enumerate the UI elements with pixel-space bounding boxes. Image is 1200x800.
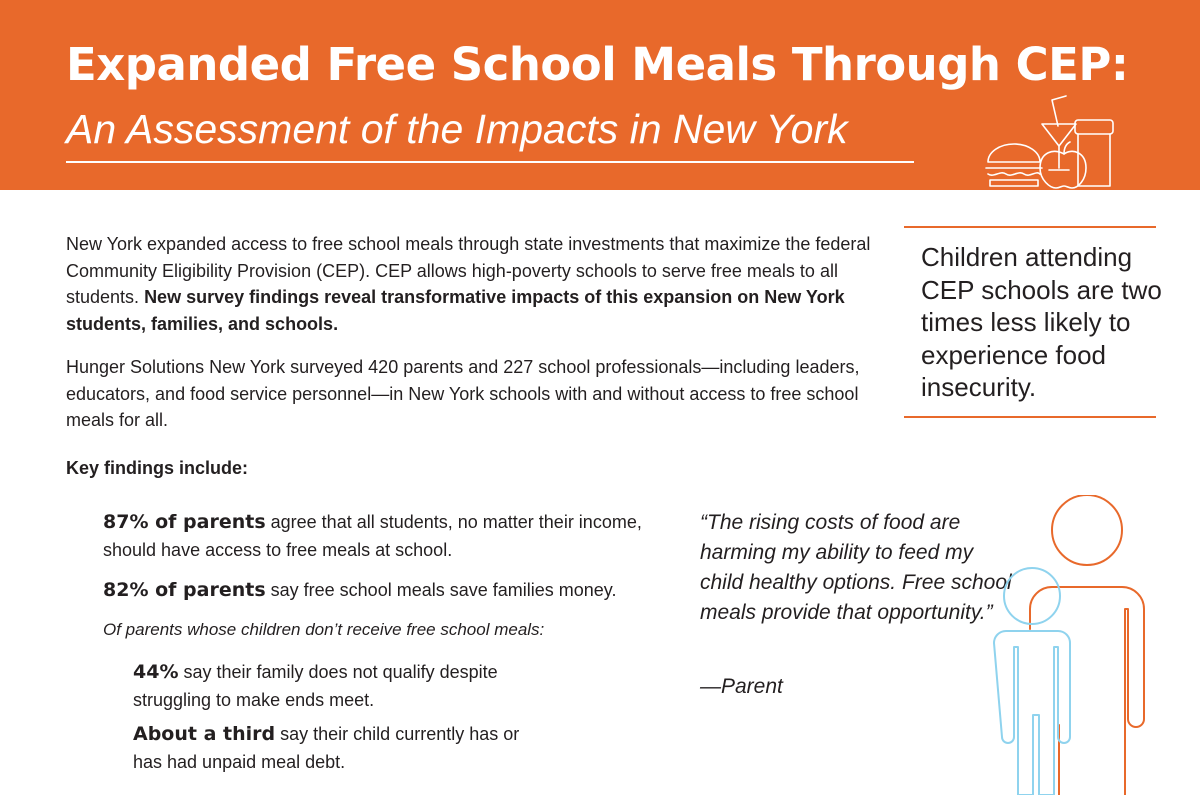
finding-stat: 82% of parents bbox=[103, 579, 266, 601]
key-findings-heading: Key findings include: bbox=[66, 458, 249, 478]
findings-subnote: Of parents whose children don’t receive free school meals: bbox=[103, 620, 545, 639]
finding-subitem bbox=[133, 720, 553, 776]
callout-top-rule bbox=[904, 226, 1156, 228]
finding-item bbox=[103, 576, 703, 604]
school-meal-icon bbox=[980, 92, 1130, 190]
quote-attribution: —Parent bbox=[700, 675, 783, 698]
finding-text: agree that all students, no matter their income, should have access to free meals at school. bbox=[103, 512, 642, 560]
parent-child-icon bbox=[980, 495, 1170, 795]
finding-item bbox=[103, 508, 663, 564]
finding-text: say their family does not qualify despite struggling to make ends meet. bbox=[133, 662, 498, 710]
callout-bottom-rule bbox=[904, 416, 1156, 418]
intro-text: New York expanded access to free school meals through state investments that maximize the federal Community Eligibility Provision (CEP). CEP allows high-poverty schools to serve free meals to all students. bbox=[66, 234, 871, 307]
finding-stat: 44% bbox=[133, 661, 179, 683]
finding-stat: 87% of parents bbox=[103, 511, 266, 533]
page-subtitle: An Assessment of the Impacts in New York bbox=[66, 106, 848, 152]
header-banner bbox=[0, 0, 1200, 190]
page-title: Expanded Free School Meals Through CEP: bbox=[66, 38, 1129, 91]
parent-quote: “The rising costs of food are harming my ability to feed my child healthy options. Free school meals provide that opportunity.” bbox=[700, 511, 1012, 624]
finding-stat: About a third bbox=[133, 723, 276, 745]
finding-text: say their child currently has or has had unpaid meal debt. bbox=[133, 724, 520, 772]
intro-highlight: New survey findings reveal transformative impacts of this expansion on New York students, families, and schools. bbox=[66, 287, 845, 334]
finding-subitem bbox=[133, 658, 573, 714]
intro-paragraph bbox=[66, 231, 886, 337]
survey-paragraph: Hunger Solutions New York surveyed 420 parents and 227 school professionals—including leaders, educators, and food service personnel—in New York schools with and without access to free school meals for all. bbox=[66, 357, 860, 430]
title-divider bbox=[66, 161, 914, 163]
callout-text: Children attending CEP schools are two times less likely to experience food insecurity. bbox=[921, 242, 1162, 402]
finding-text: say free school meals save families money. bbox=[270, 580, 617, 600]
